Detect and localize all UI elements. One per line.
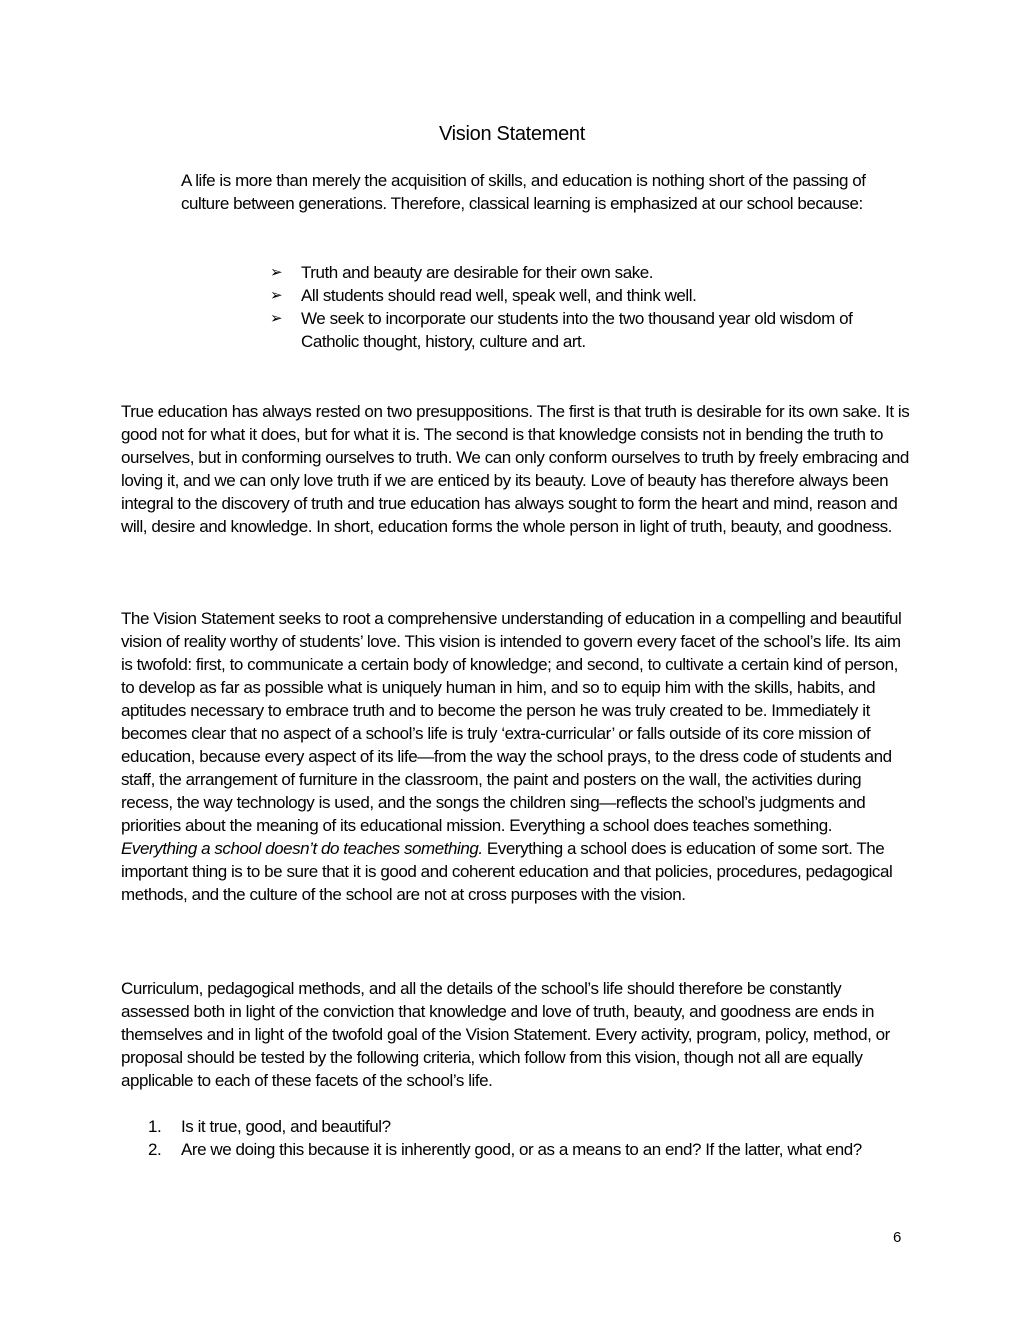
arrow-bullet-icon: ➢ — [270, 287, 283, 304]
page-title: Vision Statement — [438, 123, 586, 145]
arrow-bullet-icon: ➢ — [270, 310, 283, 327]
arrow-bullet-icon: ➢ — [270, 264, 283, 281]
list-item — [270, 307, 890, 353]
body-paragraph: Curriculum, pedagogical methods, and all the details of the school’s life should therefore be constantly assessed both in light of the conviction that knowledge and love of truth, beauty, and goodness are ends in themselves and in light of the twofold goal of the Vision Statement. Every activity, program, policy, method, or proposal should be tested by the following criteria, which follow from this vision, though not all are equally applicable to each of these facets of the school’s life. — [121, 979, 890, 1090]
criteria-list — [148, 1115, 888, 1161]
list-item — [270, 284, 890, 307]
reasons-list — [270, 261, 890, 353]
list-number: 2. — [148, 1140, 162, 1159]
list-item — [270, 261, 890, 284]
list-item-text: All students should read well, speak well, and think well. — [301, 286, 697, 305]
body-text: The Vision Statement seeks to root a comprehensive understanding of education in a compelling and beautiful vision of reality worthy of students’ love. This vision is intended to govern every facet of the school’s life. Its aim is twofold: first, to communicate a certain body of knowledge; and second, to cultivate a certain kind of person, to develop as far as possible what is uniquely human in him, and so to equip him with the skills, habits, and aptitudes necessary to embrace truth and to become the person he was truly created to be. Immediately it becomes clear that no aspect of a school’s life is truly ‘extra-curricular’ or falls outside of its core mission of education, because every aspect of its life—from the way the school prays, to the dress code of students and staff, the arrangement of furniture in the classroom, the paint and posters on the wall, the activities during recess, the way technology is used, and the songs the children sing—reflects the school’s judgments and priorities about the meaning of its educational mission. Everything a school does teaches something. — [121, 609, 902, 835]
list-item-text: Is it true, good, and beautiful? — [181, 1117, 391, 1136]
intro-paragraph: A life is more than merely the acquisition of skills, and education is nothing short of the passing of culture between generations. Therefore, classical learning is emphasized at our school because: — [181, 171, 866, 213]
list-item-text: Are we doing this because it is inherently good, or as a means to an end? If the latter, what end? — [181, 1140, 862, 1159]
body-paragraph: True education has always rested on two presuppositions. The first is that truth is desirable for its own sake. It is good not for what it does, but for what it is. The second is that knowledge consists not in bending the truth to ourselves, but in conforming ourselves to truth. We can only conform ourselves to truth by freely embracing and loving it, and we can only love truth if we are enticed by its beauty. Love of beauty has therefore always been integral to the discovery of truth and true education has always sought to form the heart and mind, reason and will, desire and knowledge. In short, education forms the whole person in light of truth, beauty, and goodness. — [121, 402, 910, 536]
page-number: 6 — [893, 1229, 902, 1246]
list-item — [148, 1115, 888, 1138]
body-text: Everything a school does is education of some sort. The important thing is to be sure that it is good and coherent education and that policies, procedures, pedagogical methods, and the culture of the school are not at cross purposes with the vision. — [121, 839, 893, 904]
body-paragraph — [121, 607, 911, 906]
list-number: 1. — [148, 1117, 162, 1136]
list-item — [148, 1138, 888, 1161]
list-item-text: Truth and beauty are desirable for their own sake. — [301, 263, 654, 282]
list-item-text: We seek to incorporate our students into the two thousand year old wisdom of Catholic thought, history, culture and art. — [301, 309, 853, 351]
emphasis-text: Everything a school doesn’t do teaches something. — [121, 839, 483, 858]
